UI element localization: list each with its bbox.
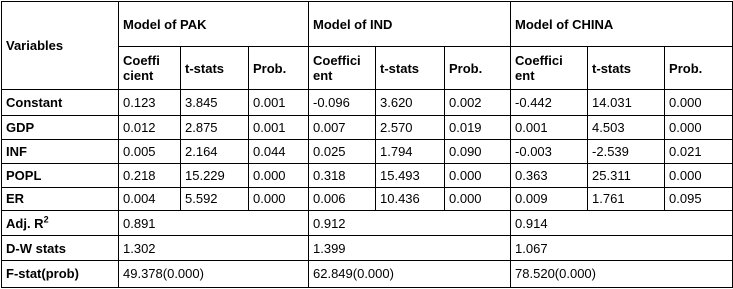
value-cell: 14.031 bbox=[588, 90, 665, 116]
header-row-models bbox=[2, 2, 733, 47]
table-row bbox=[2, 116, 733, 140]
regression-results-table bbox=[1, 1, 733, 288]
value-cell: 0.095 bbox=[665, 187, 733, 211]
summary-value-cell: 78.520(0.000) bbox=[511, 260, 733, 287]
variable-label: ER bbox=[2, 187, 119, 211]
china-coefficient-header: Coeffici ent bbox=[511, 47, 588, 90]
variable-label: INF bbox=[2, 140, 119, 164]
summary-label-text: D-W stats bbox=[6, 240, 66, 256]
value-cell: 2.875 bbox=[181, 116, 249, 140]
summary-row bbox=[2, 211, 733, 236]
value-cell: 0.012 bbox=[119, 116, 181, 140]
value-cell: 0.001 bbox=[511, 116, 588, 140]
value-cell: 0.009 bbox=[511, 187, 588, 211]
value-cell: 0.218 bbox=[119, 163, 181, 187]
value-cell: 0.000 bbox=[249, 187, 309, 211]
value-cell: 0.006 bbox=[309, 187, 376, 211]
value-cell: 0.001 bbox=[249, 90, 309, 116]
summary-value-cell: 0.891 bbox=[119, 211, 309, 236]
summary-value-cell: 0.912 bbox=[309, 211, 511, 236]
summary-label-text: Adj. R bbox=[6, 215, 44, 231]
value-cell: 3.845 bbox=[181, 90, 249, 116]
value-cell: 0.000 bbox=[665, 90, 733, 116]
table-row bbox=[2, 90, 733, 116]
model-china-header: Model of CHINA bbox=[511, 2, 733, 47]
china-prob-header: Prob. bbox=[665, 47, 733, 90]
value-cell: 0.019 bbox=[445, 116, 511, 140]
ind-tstats-header: t-stats bbox=[376, 47, 445, 90]
summary-label bbox=[2, 236, 119, 261]
value-cell: 0.090 bbox=[445, 140, 511, 164]
value-cell: 5.592 bbox=[181, 187, 249, 211]
model-ind-header: Model of IND bbox=[309, 2, 511, 47]
table-row bbox=[2, 187, 733, 211]
ind-prob-header: Prob. bbox=[445, 47, 511, 90]
value-cell: 0.000 bbox=[249, 163, 309, 187]
pak-coefficient-header: Coeffi cient bbox=[119, 47, 181, 90]
variables-header: Variables bbox=[2, 2, 119, 90]
summary-row bbox=[2, 260, 733, 287]
summary-value-cell: 1.302 bbox=[119, 236, 309, 261]
summary-value-cell: 62.849(0.000) bbox=[309, 260, 511, 287]
value-cell: 0.007 bbox=[309, 116, 376, 140]
value-cell: 0.004 bbox=[119, 187, 181, 211]
ind-coefficient-header: Coeffici ent bbox=[309, 47, 376, 90]
value-cell: 15.493 bbox=[376, 163, 445, 187]
summary-value-cell: 49.378(0.000) bbox=[119, 260, 309, 287]
value-cell: 0.318 bbox=[309, 163, 376, 187]
value-cell: 1.794 bbox=[376, 140, 445, 164]
summary-row bbox=[2, 236, 733, 261]
summary-value-cell: 1.399 bbox=[309, 236, 511, 261]
value-cell: 2.164 bbox=[181, 140, 249, 164]
value-cell: 2.570 bbox=[376, 116, 445, 140]
value-cell: 0.000 bbox=[665, 116, 733, 140]
summary-label bbox=[2, 211, 119, 236]
value-cell: 10.436 bbox=[376, 187, 445, 211]
value-cell: 3.620 bbox=[376, 90, 445, 116]
value-cell: 0.000 bbox=[445, 163, 511, 187]
summary-value-cell: 0.914 bbox=[511, 211, 733, 236]
pak-prob-header: Prob. bbox=[249, 47, 309, 90]
table-row bbox=[2, 163, 733, 187]
summary-value-cell: 1.067 bbox=[511, 236, 733, 261]
summary-label bbox=[2, 260, 119, 287]
value-cell: -0.003 bbox=[511, 140, 588, 164]
value-cell: 0.002 bbox=[445, 90, 511, 116]
table-row bbox=[2, 140, 733, 164]
value-cell: 0.001 bbox=[249, 116, 309, 140]
value-cell: -0.442 bbox=[511, 90, 588, 116]
value-cell: 0.044 bbox=[249, 140, 309, 164]
value-cell: 0.005 bbox=[119, 140, 181, 164]
value-cell: 0.000 bbox=[445, 187, 511, 211]
value-cell: -2.539 bbox=[588, 140, 665, 164]
value-cell: 0.363 bbox=[511, 163, 588, 187]
value-cell: 4.503 bbox=[588, 116, 665, 140]
variable-label: Constant bbox=[2, 90, 119, 116]
value-cell: 15.229 bbox=[181, 163, 249, 187]
value-cell: -0.096 bbox=[309, 90, 376, 116]
pak-tstats-header: t-stats bbox=[181, 47, 249, 90]
variable-label: GDP bbox=[2, 116, 119, 140]
value-cell: 0.123 bbox=[119, 90, 181, 116]
china-tstats-header: t-stats bbox=[588, 47, 665, 90]
superscript: 2 bbox=[43, 214, 49, 225]
value-cell: 0.021 bbox=[665, 140, 733, 164]
model-pak-header: Model of PAK bbox=[119, 2, 309, 47]
value-cell: 25.311 bbox=[588, 163, 665, 187]
value-cell: 0.025 bbox=[309, 140, 376, 164]
value-cell: 1.761 bbox=[588, 187, 665, 211]
variable-label: POPL bbox=[2, 163, 119, 187]
summary-label-text: F-stat(prob) bbox=[6, 266, 79, 282]
value-cell: 0.000 bbox=[665, 163, 733, 187]
